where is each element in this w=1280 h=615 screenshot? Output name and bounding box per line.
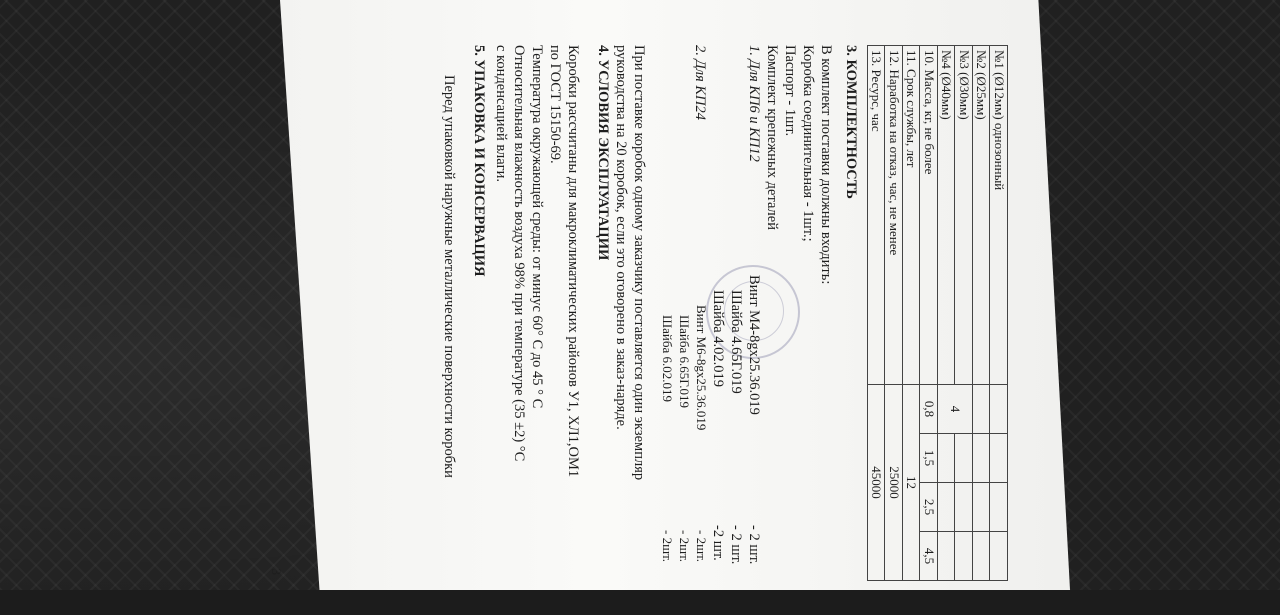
table-row [903, 46, 921, 581]
kit-kp24-label: 2. Для КП24 [692, 45, 708, 121]
conditions-line: Температура окружающей среды: от минус 60° С до 45 ° С [529, 45, 545, 409]
table-row [885, 46, 903, 581]
kit-item: Шайба 6.65Г.019 [677, 315, 692, 409]
kit-note: При поставке коробок одному заказчику поставляется один экземпляр [631, 45, 647, 481]
table-cell: №4 (Ø40мм) [938, 46, 956, 385]
table-cell: 13. Ресурс, час [868, 46, 886, 385]
kit-passport: Паспорт - 1шт. [782, 45, 798, 137]
kit-intro: В комплект поставки должны входить: [818, 45, 834, 285]
table-row [990, 46, 1008, 581]
table-cell [990, 532, 1008, 581]
table-cell [938, 532, 956, 581]
kit-fasteners: Комплект крепежных деталей [764, 45, 780, 230]
table-cell [973, 532, 991, 581]
table-cell: 11. Срок службы, лет [903, 46, 921, 385]
table-cell [990, 483, 1008, 532]
kit-note: руководства на 20 коробок, если это оговорено в заказ-наряде. [613, 45, 629, 430]
table-cell [973, 434, 991, 483]
table-cell: №3 (Ø30мм) [955, 46, 973, 385]
specs-table [867, 45, 1008, 581]
kit-item: Шайба 4.65Г.019 [728, 290, 744, 394]
table-cell: 45000 [868, 385, 886, 581]
table-cell [990, 434, 1008, 483]
kit-item-qty: -2 шт. [710, 525, 726, 561]
table-cell [990, 385, 1008, 434]
kit-box: Коробка соединительная - 1шт.; [800, 45, 816, 242]
table-row [973, 46, 991, 581]
document-page [260, 15, 1020, 615]
kit-item-qty: - 2шт. [694, 530, 709, 563]
table-cell: 2,5 [920, 483, 938, 532]
table-cell: №2 (Ø25мм) [973, 46, 991, 385]
table-cell: №1 (Ø12мм) однозонный [990, 46, 1008, 385]
conditions-line: с конденсацией влаги. [493, 45, 509, 182]
table-cell: 12. Наработка на отказ, час, не менее [885, 46, 903, 385]
table-cell: 10. Масса, кг, не более [920, 46, 938, 385]
kit-kp6-label: 1. Для КП6 и КП12 [746, 45, 762, 162]
table-row [868, 46, 886, 581]
table-cell: 4,5 [920, 532, 938, 581]
table-cell [938, 483, 956, 532]
kit-section [655, 45, 835, 605]
kit-item-qty: - 2 шт. [728, 525, 744, 565]
kit-item-qty: - 2 шт. [746, 525, 762, 565]
table-row [955, 46, 973, 581]
table-cell: 0,8 [920, 385, 938, 434]
kit-item: Винт М4-8gx25.36.019 [746, 275, 762, 415]
kit-item-qty: - 2шт. [660, 530, 675, 563]
kit-item: Шайба 4.02.019 [710, 290, 726, 388]
conditions-line: по ГОСТ 15150-69. [547, 45, 563, 164]
table-cell: 1,5 [920, 434, 938, 483]
section-3-title: 3. КОМПЛЕКТНОСТЬ [843, 45, 859, 200]
packing-line: Перед упаковкой наружные металлические поверхности коробки [441, 75, 457, 478]
kit-item: Шайба 6.02.019 [660, 315, 675, 402]
conditions-line: Относительная влажность воздуха 98% при температуре (35 ±2) °С [511, 45, 527, 462]
conditions-line: Коробки рассчитаны для макроклиматических районов У1, ХЛ1,ОМ1 [565, 45, 581, 478]
table-cell [973, 483, 991, 532]
table-cell [955, 434, 973, 483]
kit-item: Винт М6-8gx25.36.019 [694, 305, 709, 431]
table-cell [973, 385, 991, 434]
table-cell [938, 434, 956, 483]
table-cell-merged: 4 [938, 385, 973, 434]
kit-item-qty: - 2шт. [677, 530, 692, 563]
table-cell [955, 483, 973, 532]
page-number: 3 [269, 568, 285, 575]
table-cell [955, 532, 973, 581]
section-4-title: 4. УСЛОВИЯ ЭКСПЛУАТАЦИИ [595, 45, 611, 261]
section-5-title: 5. УПАКОВКА И КОНСЕРВАЦИЯ [471, 45, 487, 277]
table-cell: 12 [903, 385, 921, 581]
table-cell: 25000 [885, 385, 903, 581]
table-row [920, 46, 938, 581]
table-row [938, 46, 956, 581]
